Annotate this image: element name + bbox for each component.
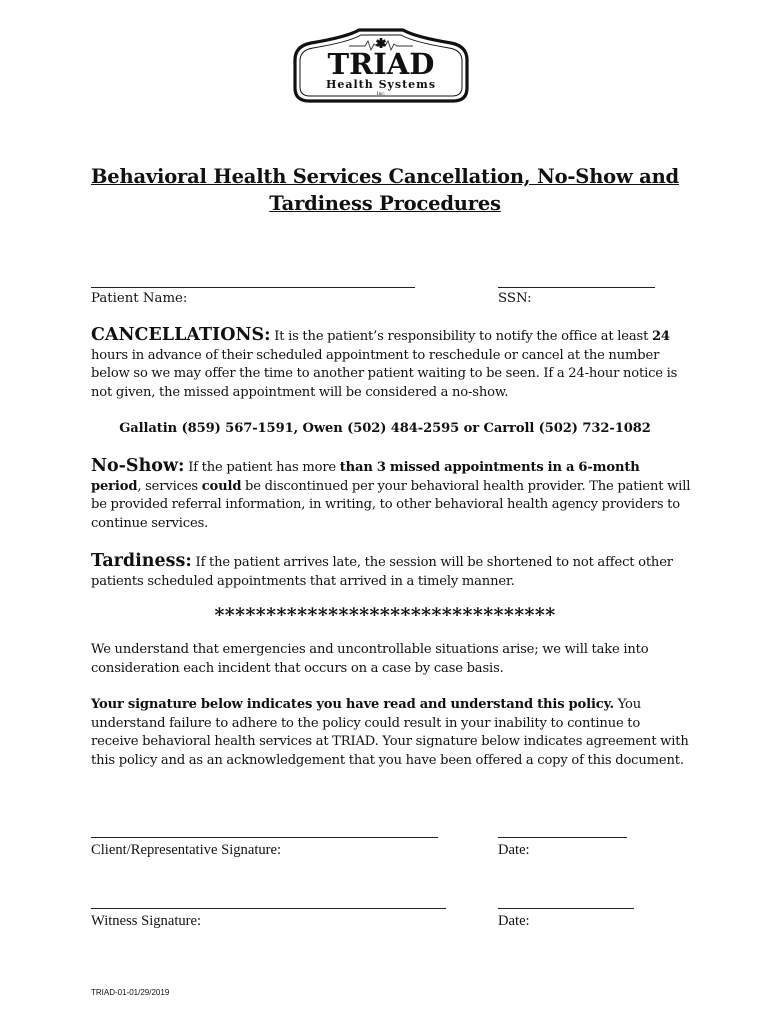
patient-name-label: Patient Name: xyxy=(91,291,188,306)
tardiness-heading: Tardiness: xyxy=(91,551,192,571)
page-title-line-2: Tardiness Procedures xyxy=(269,192,501,215)
noshow-paragraph: No-Show: If the patient has more than 3 missed appointments in a 6-month period, services could be discontinued per your behavioral health provider. The patient will be provided referral information, in writing, to other behavioral health agency providers to continue services. xyxy=(91,456,691,531)
client-date-label: Date: xyxy=(498,842,530,858)
client-signature-line[interactable] xyxy=(91,837,438,838)
asterisk-separator: ********************************* xyxy=(214,604,556,626)
witness-date-line[interactable] xyxy=(498,908,634,909)
page-title-line-1: Behavioral Health Services Cancellation, No-Show and xyxy=(91,165,679,188)
form-code-footer: TRIAD-01-01/29/2019 xyxy=(91,988,170,997)
logo-name: TRIAD xyxy=(327,47,435,81)
cancellations-heading: CANCELLATIONS: xyxy=(91,325,271,345)
logo-subtitle: Health Systems xyxy=(325,78,437,91)
client-date-line[interactable] xyxy=(498,837,627,838)
logo-suffix: Inc. xyxy=(376,92,386,97)
tardiness-paragraph: Tardiness: If the patient arrives late, the session will be shortened to not affect other patients scheduled appointments that arrived in a timely manner. xyxy=(91,551,673,589)
noshow-heading: No-Show: xyxy=(91,456,185,476)
office-phone-numbers: Gallatin (859) 567-1591, Owen (502) 484-2595 or Carroll (502) 732-1082 xyxy=(119,421,651,436)
client-signature-label: Client/Representative Signature: xyxy=(91,842,282,858)
signature-notice-paragraph: Your signature below indicates you have read and understand this policy. You understand failure to adhere to the policy could result in your inability to continue to receive behavioral health services at TRIAD. Your signature below indicates agreement with this policy and as an acknowledgement that you have been offered a copy of this document. xyxy=(91,697,689,768)
cancellations-paragraph: CANCELLATIONS: It is the patient’s responsibility to notify the office at least 24 hours in advance of their scheduled appointment to reschedule or cancel at the number below so we may offer the time to another patient waiting to be seen. If a 24-hour notice is not given, the missed appointment will be considered a no-show. xyxy=(91,325,678,400)
patient-name-line[interactable] xyxy=(91,287,415,288)
ssn-label: SSN: xyxy=(498,291,532,306)
witness-signature-line[interactable] xyxy=(91,908,446,909)
witness-date-label: Date: xyxy=(498,913,530,929)
notice-hours: 24 xyxy=(651,329,670,344)
witness-signature-label: Witness Signature: xyxy=(91,913,202,929)
ssn-line[interactable] xyxy=(498,287,655,288)
triad-logo xyxy=(289,26,473,104)
understanding-paragraph: We understand that emergencies and uncontrollable situations arise; we will take into consideration each incident that occurs on a case by case basis. xyxy=(91,642,649,676)
